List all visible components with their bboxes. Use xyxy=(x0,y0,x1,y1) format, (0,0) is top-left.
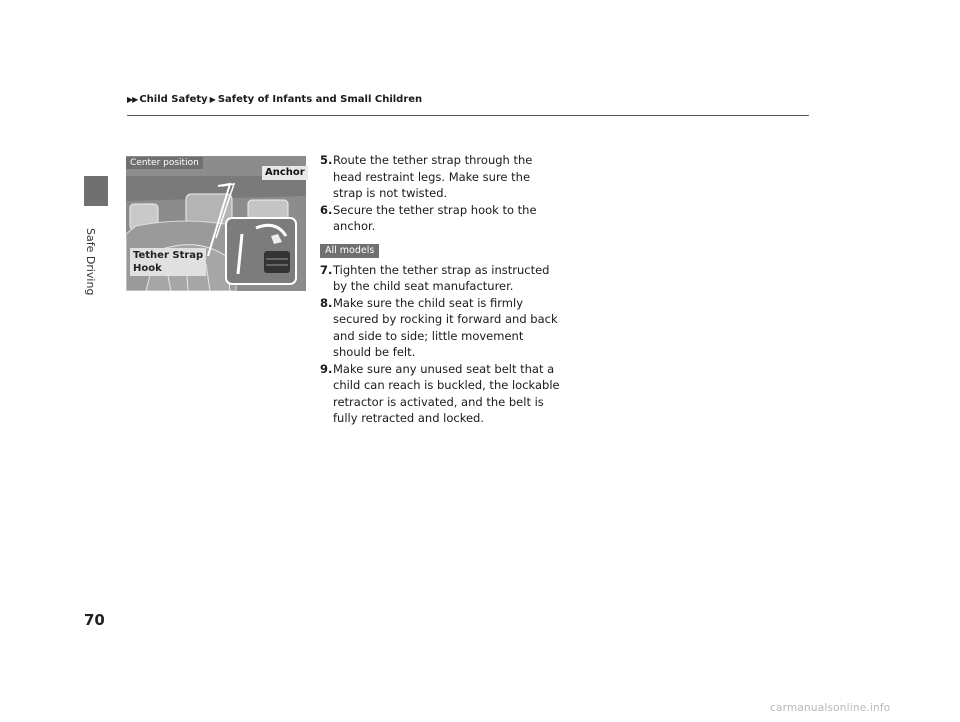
step-6: 6. Secure the tether strap hook to the anchor. xyxy=(320,202,537,233)
instruction-steps xyxy=(320,152,560,427)
double-arrow-icon: ▶▶ xyxy=(127,95,138,104)
watermark-text: carmanualsonline.info xyxy=(770,702,891,714)
center-position-tag: Center position xyxy=(126,157,203,169)
breadcrumb xyxy=(127,94,422,105)
tether-strap-hook-label: Tether Strap Hook xyxy=(130,248,206,276)
header-divider xyxy=(127,115,809,116)
page-number: 70 xyxy=(84,611,105,629)
step-8: 8. Make sure the child seat is firmly secured by rocking it forward and back and side to side; little movement should be felt. xyxy=(320,295,558,359)
arrow-icon: ▶ xyxy=(209,95,216,104)
step-7: 7. Tighten the tether strap as instructed by the child seat manufacturer. xyxy=(320,262,550,293)
anchor-label: Anchor xyxy=(262,166,308,180)
step-5: 5. Route the tether strap through the head restraint legs. Make sure the strap is not twisted. xyxy=(320,153,533,200)
section-tab-marker xyxy=(84,176,108,206)
step-9: 9. Make sure any unused seat belt that a child can reach is buckled, the lockable retractor is activated, and the belt is fully retracted and locked. xyxy=(320,361,560,425)
breadcrumb-item-child-safety[interactable]: Child Safety xyxy=(139,94,208,105)
breadcrumb-item-safety-infants[interactable]: Safety of Infants and Small Children xyxy=(217,94,423,105)
all-models-badge: All models xyxy=(320,244,379,258)
